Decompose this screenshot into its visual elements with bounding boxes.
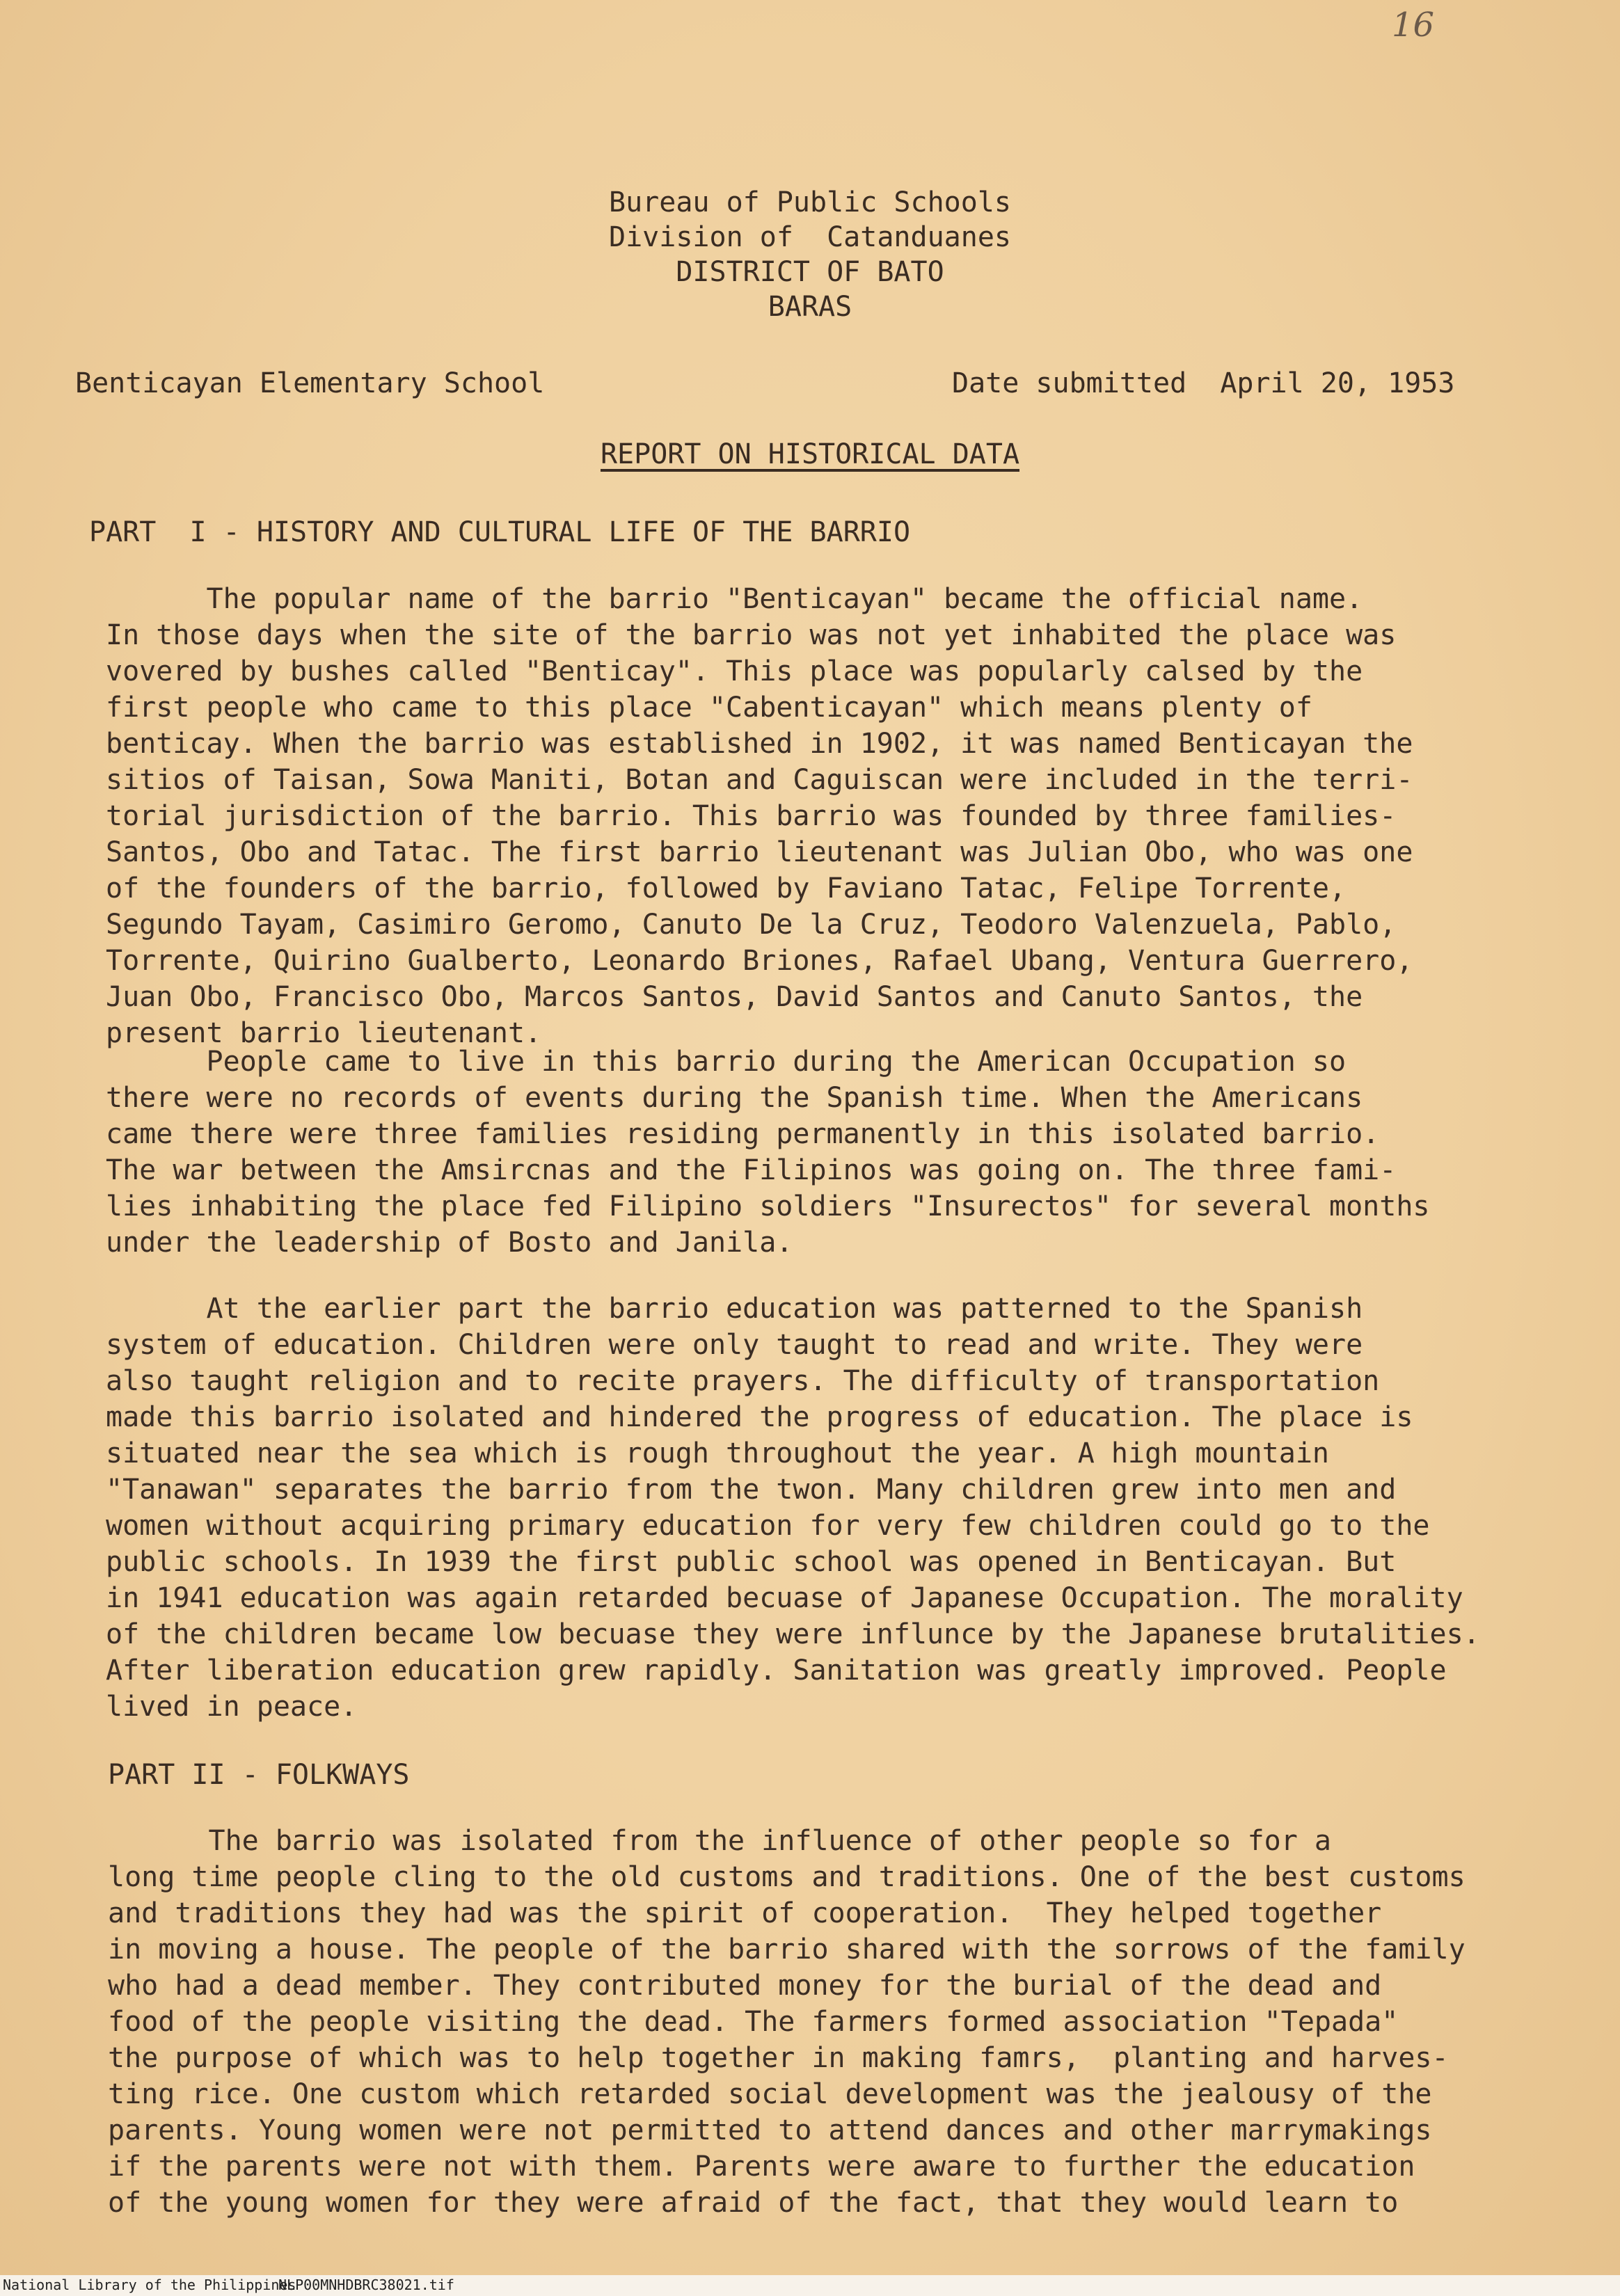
text-line: "Tanawan" separates the barrio from the twon. Many children grew into men and [106,1474,1397,1506]
header-barrio: BARAS [768,291,852,323]
part2-heading: PART II - FOLKWAYS [108,1759,410,1791]
text-line: Torrente, Quirino Gualberto, Leonardo Briones, Rafael Ubang, Ventura Guerrero, [106,945,1413,977]
text-line: At the earlier part the barrio education was patterned to the Spanish [106,1293,1363,1325]
text-line: People came to live in this barrio during the American Occupation so [106,1046,1347,1078]
text-line: public schools. In 1939 the first public school was opened in Benticayan. But [106,1546,1397,1578]
header-bureau: Bureau of Public Schools [609,186,1011,218]
text-line: if the parents were not with them. Parents were aware to further the education [108,2151,1415,2183]
text-line: system of education. Children were only taught to read and write. They were [106,1329,1363,1361]
text-line: of the young women for they were afraid of the fact, that they would learn to [108,2187,1399,2219]
text-line: The barrio was isolated from the influence of other people so for a [108,1825,1331,1857]
report-title: REPORT ON HISTORICAL DATA [600,438,1020,470]
text-line: parents. Young women were not permitted to attend dances and other marrymakings [108,2114,1432,2146]
text-line: The popular name of the barrio "Benticayan" became the official name. [106,583,1363,615]
part1-paragraph-2 [106,1044,1429,1261]
text-line: who had a dead member. They contributed money for the burial of the dead and [108,1970,1382,2002]
page-number: 16 [1392,6,1435,45]
text-line: of the founders of the barrio, followed by Faviano Tatac, Felipe Torrente, [106,872,1347,904]
text-line: Segundo Tayam, Casimiro Geromo, Canuto De la Cruz, Teodoro Valenzuela, Pablo, [106,909,1397,941]
text-line: situated near the sea which is rough throughout the year. A high mountain [106,1437,1329,1469]
text-line: in 1941 education was again retarded becuase of Japanese Occupation. The morality [106,1582,1463,1614]
footer-file-id: NLP00MNHDBRC38021.tif [278,2277,454,2293]
part1-paragraph-1 [106,581,1413,1051]
text-line: sitios of Taisan, Sowa Maniti, Botan and Caguiscan were included in the terri- [106,764,1413,796]
header-division: Division of Catanduanes [609,221,1011,253]
text-line: first people who came to this place "Cabenticayan" which means plenty of [106,692,1312,724]
text-line: there were no records of events during the Spanish time. When the Americans [106,1082,1363,1114]
text-line: Santos, Obo and Tatac. The first barrio lieutenant was Julian Obo, who was one [106,836,1413,868]
text-line: benticay. When the barrio was established in 1902, it was named Benticayan the [106,728,1413,760]
footer-bar [0,2275,1620,2296]
part2-paragraph-1 [108,1823,1466,2221]
text-line: women without acquiring primary education for very few children could go to the [106,1510,1430,1542]
text-line: the purpose of which was to help together in making famrs, planting and harves- [108,2042,1449,2074]
text-line: in moving a house. The people of the barrio shared with the sorrows of the family [108,1934,1466,1966]
header-district: DISTRICT OF BATO [676,256,944,288]
text-line: made this barrio isolated and hindered the progress of education. The place is [106,1401,1413,1433]
part1-paragraph-3 [106,1291,1480,1725]
text-line: lived in peace. [106,1691,358,1723]
text-line: present barrio lieutenant. [106,1017,542,1049]
text-line: After liberation education grew rapidly. Sanitation was greatly improved. People [106,1655,1447,1687]
text-line: food of the people visiting the dead. The farmers formed association "Tepada" [108,2006,1399,2038]
text-line: also taught religion and to recite prayers. The difficulty of transportation [106,1365,1380,1397]
text-line: under the leadership of Bosto and Janila. [106,1227,793,1259]
date-submitted: Date submitted April 20, 1953 [952,367,1455,399]
text-line: The war between the Amsircnas and the Filipinos was going on. The three fami- [106,1154,1397,1186]
text-line: and traditions they had was the spirit of cooperation. They helped together [108,1897,1382,1929]
text-line: In those days when the site of the barrio was not yet inhabited the place was [106,619,1397,651]
text-line: lies inhabiting the place fed Filipino soldiers "Insurectos" for several months [106,1190,1430,1222]
text-line: torial jurisdiction of the barrio. This barrio was founded by three families- [106,800,1397,832]
text-line: long time people cling to the old customs and traditions. One of the best customs [108,1861,1466,1893]
text-line: Juan Obo, Francisco Obo, Marcos Santos, David Santos and Canuto Santos, the [106,981,1363,1013]
text-line: ting rice. One custom which retarded social development was the jealousy of the [108,2078,1432,2110]
footer-library: National Library of the Philippines [3,2277,296,2293]
part1-heading: PART I - HISTORY AND CULTURAL LIFE OF THE BARRIO [89,516,911,548]
text-line: of the children became low becuase they were influnce by the Japanese brutalities. [106,1618,1480,1650]
text-line: came there were three families residing permanently in this isolated barrio. [106,1118,1380,1150]
text-line: vovered by bushes called "Benticay". This place was popularly calsed by the [106,655,1363,687]
school-name: Benticayan Elementary School [75,367,545,399]
